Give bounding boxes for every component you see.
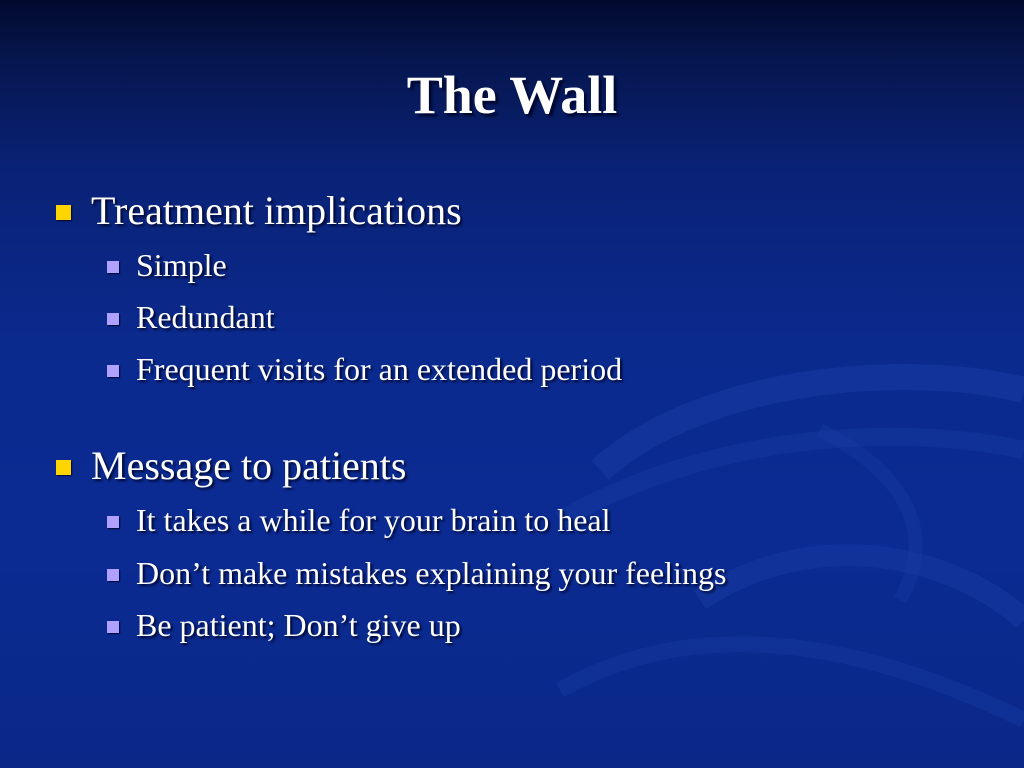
- yellow-square-bullet-icon: [56, 205, 71, 220]
- sub-bullet-dont-make-mistakes: [107, 553, 726, 593]
- lavender-square-bullet-icon: [107, 516, 119, 528]
- sub-bullet-be-patient: [107, 605, 461, 645]
- sub-bullet-text: Be patient; Don’t give up: [136, 606, 461, 643]
- lavender-square-bullet-icon: [107, 621, 119, 633]
- sub-bullet-text: Frequent visits for an extended period: [136, 350, 623, 387]
- sub-bullet-redundant: [107, 297, 275, 337]
- bullet-treatment-implications: [56, 186, 462, 234]
- lavender-square-bullet-icon: [107, 569, 119, 581]
- sub-bullet-text: Redundant: [136, 298, 275, 335]
- slide-title: The Wall: [406, 65, 618, 125]
- sub-bullet-text: It takes a while for your brain to heal: [136, 501, 611, 538]
- bullet-message-to-patients: [56, 441, 407, 489]
- sub-bullet-frequent-visits: [107, 349, 622, 389]
- sub-bullet-simple: [107, 245, 227, 285]
- lavender-square-bullet-icon: [107, 313, 119, 325]
- sub-bullet-text: Simple: [136, 246, 227, 283]
- bullet-text: Message to patients: [91, 442, 407, 488]
- yellow-square-bullet-icon: [56, 460, 71, 475]
- sub-bullet-brain-heal: [107, 500, 611, 540]
- sub-bullet-text: Don’t make mistakes explaining your feelings: [136, 554, 727, 591]
- bullet-text: Treatment implications: [91, 187, 462, 233]
- lavender-square-bullet-icon: [107, 365, 119, 377]
- lavender-square-bullet-icon: [107, 261, 119, 273]
